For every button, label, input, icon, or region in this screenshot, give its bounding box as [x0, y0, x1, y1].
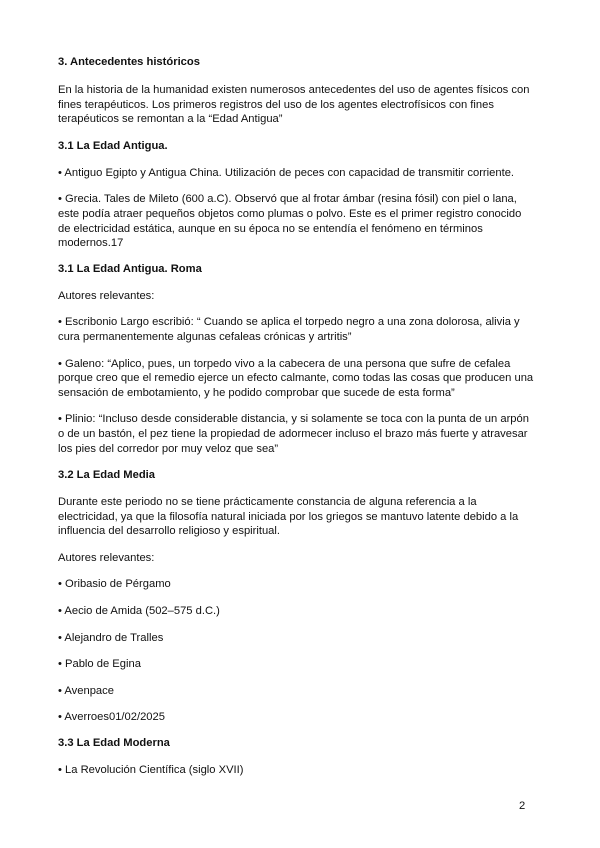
- page-content: [58, 55, 536, 778]
- paragraph-edad-media: Durante este periodo no se tiene prácticamente constancia de alguna referencia a la electricidad, ya que la filosofía natural iniciada por los griegos se mantuvo latente debido a la influencia del desarrollo religioso y espiritual.: [58, 496, 519, 538]
- list-item-averroes: • Averroes01/02/2025: [58, 711, 165, 724]
- list-item-revolucion: • La Revolución Científica (siglo XVII): [58, 764, 244, 777]
- list-item-grecia: • Grecia. Tales de Mileto (600 a.C). Observó que al frotar ámbar (resina fósil) con piel o lana, este podía atraer pequeños objetos como plumas o polvo. Este es el primer registro conocido de electricidad estática, aunque en su época no se entendía el fenómeno en términos modernos.17: [58, 193, 522, 250]
- list-item-galeno: • Galeno: “Aplico, pues, un torpedo vivo a la cabecera de una persona que sufre de cefalea porque creo que el remedio ejerce un efecto calmante, como todas las cosas que producen una sensación de embotamiento, y he podido comprobar que sucede de esta forma”: [58, 357, 534, 399]
- authors-label-roma: Autores relevantes:: [58, 289, 155, 302]
- list-item-oribasio: • Oribasio de Pérgamo: [58, 578, 171, 591]
- section-heading-3-3: 3.3 La Edad Moderna: [58, 737, 170, 750]
- intro-paragraph: En la historia de la humanidad existen numerosos antecedentes del uso de agentes físicos con fines terapéuticos. Los primeros registros del uso de los agentes electrofísicos con fines terapéuticos se remontan a la “Edad Antigua”: [58, 84, 530, 126]
- list-item-egipto-china: • Antiguo Egipto y Antigua China. Utilización de peces con capacidad de transmitir corriente.: [58, 166, 515, 179]
- list-item-plinio: • Plinio: “Incluso desde considerable distancia, y si solamente se toca con la punta de un arpón o de un bastón, el pez tiene la propiedad de adormecer incluso el brazo más fuerte y atravesar los pies del corredor por muy veloz que sea”: [58, 413, 529, 455]
- list-item-aecio: • Aecio de Amida (502–575 d.C.): [58, 605, 220, 618]
- section-heading-3-2: 3.2 La Edad Media: [58, 469, 155, 482]
- section-heading-3-1-antigua: 3.1 La Edad Antigua.: [58, 139, 168, 152]
- list-item-avenpace: • Avenpace: [58, 684, 114, 697]
- list-item-pablo: • Pablo de Egina: [58, 658, 141, 671]
- authors-label-media: Autores relevantes:: [58, 551, 155, 564]
- list-item-alejandro: • Alejandro de Tralles: [58, 631, 164, 644]
- list-item-escribonio: • Escribonio Largo escribió: “ Cuando se aplica el torpedo negro a una zona dolorosa, alivia y cura permanentemente algunas cefaleas crónicas y artritis”: [58, 316, 520, 343]
- section-heading-3-1-roma: 3.1 La Edad Antigua. Roma: [58, 262, 202, 275]
- page-number: 2: [519, 800, 526, 812]
- section-heading-3: 3. Antecedentes históricos: [58, 56, 200, 68]
